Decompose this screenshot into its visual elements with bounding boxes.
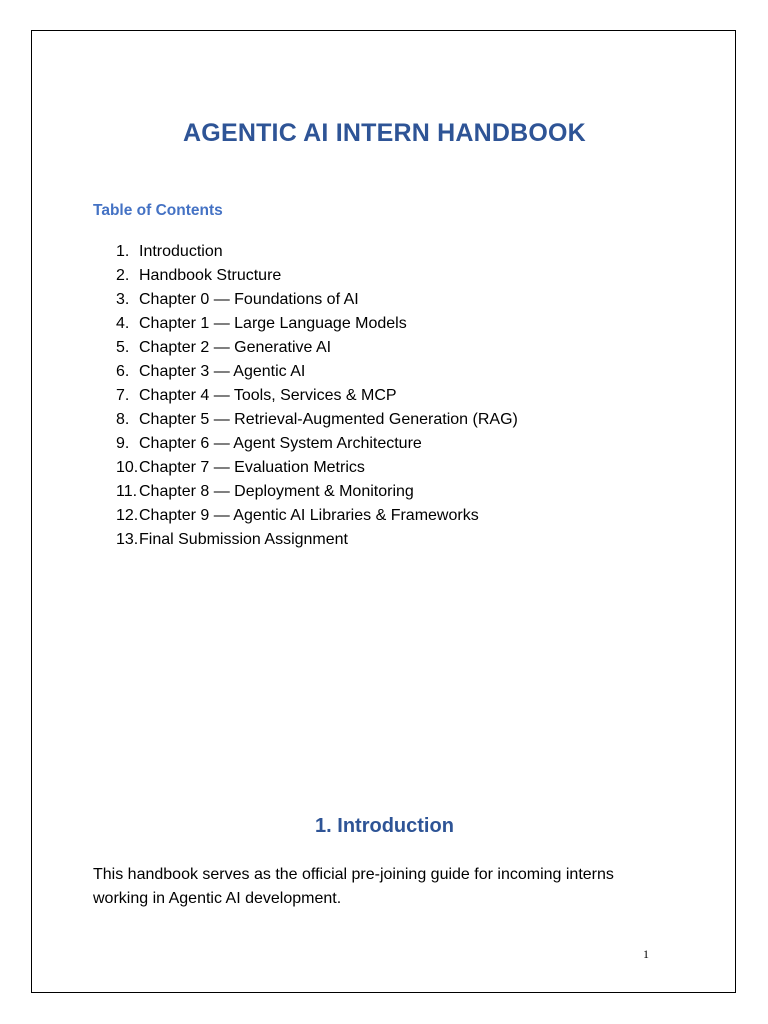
toc-item-text: Introduction [139, 243, 223, 260]
toc-item-number: 9. [116, 435, 130, 452]
toc-heading: Table of Contents [93, 202, 223, 219]
section-heading-introduction: 1. Introduction [315, 815, 454, 837]
toc-item-number: 6. [116, 363, 130, 380]
toc-item-text: Chapter 8 — Deployment & Monitoring [139, 483, 414, 500]
toc-item-number: 12. [116, 507, 139, 524]
toc-item-text: Chapter 2 — Generative AI [139, 339, 332, 356]
toc-item-number: 1. [116, 243, 130, 260]
toc-item-number: 10. [116, 459, 139, 476]
toc-item-text: Chapter 7 — Evaluation Metrics [139, 459, 365, 476]
toc-item-number: 11. [116, 483, 138, 500]
toc-item-number: 4. [116, 315, 130, 332]
toc-item-number: 2. [116, 267, 130, 284]
introduction-paragraph: This handbook serves as the official pre-joining guide for incoming interns working in Agentic AI development. [93, 866, 614, 907]
toc-item-number: 3. [116, 291, 130, 308]
document-title: AGENTIC AI INTERN HANDBOOK [183, 119, 586, 147]
toc-item-text: Chapter 5 — Retrieval-Augmented Generation (RAG) [139, 411, 518, 428]
document-page [31, 30, 736, 993]
page-number: 1 [643, 947, 649, 961]
toc-item-text: Final Submission Assignment [139, 531, 348, 548]
toc-item-text: Chapter 1 — Large Language Models [139, 315, 407, 332]
toc-item-number: 13. [116, 531, 139, 548]
toc-item-text: Chapter 6 — Agent System Architecture [139, 435, 422, 452]
toc-item-text: Chapter 9 — Agentic AI Libraries & Frameworks [139, 507, 479, 524]
toc-item-text: Chapter 4 — Tools, Services & MCP [139, 387, 397, 404]
toc-item-text: Handbook Structure [139, 267, 282, 284]
toc-item-text: Chapter 3 — Agentic AI [139, 363, 306, 380]
toc-item-text: Chapter 0 — Foundations of AI [139, 291, 359, 308]
toc-item-number: 8. [116, 411, 130, 428]
toc-item-number: 7. [116, 387, 130, 404]
toc-item-number: 5. [116, 339, 130, 356]
